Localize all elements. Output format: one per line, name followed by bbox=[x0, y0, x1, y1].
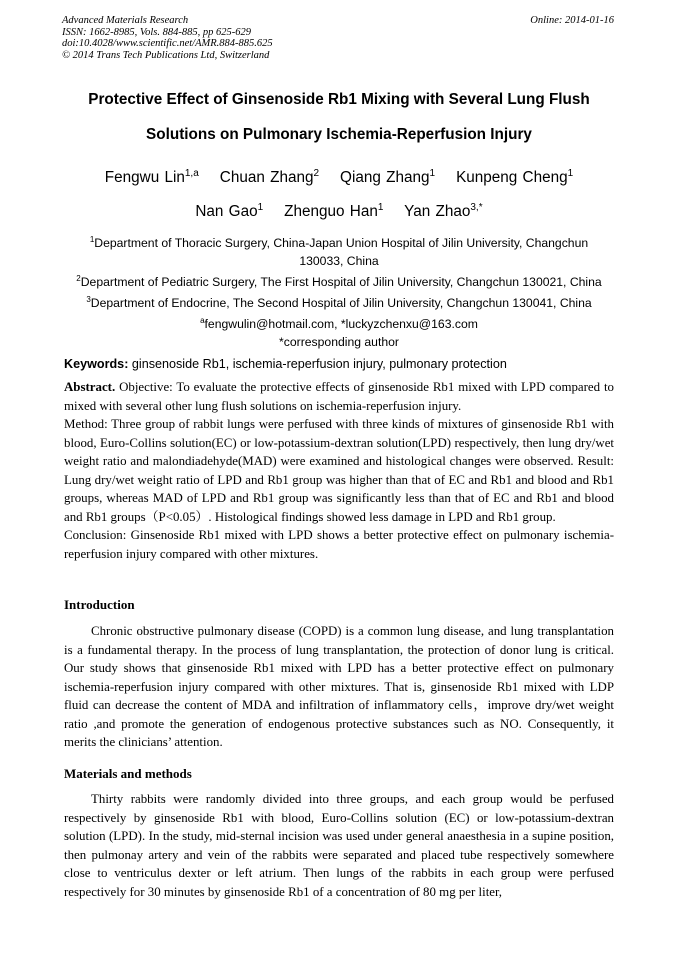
abstract-objective bbox=[64, 378, 614, 415]
keywords bbox=[64, 355, 614, 374]
methods-body bbox=[64, 790, 614, 901]
affiliation-sup: 2 bbox=[76, 274, 81, 284]
section-heading-introduction: Introduction bbox=[64, 597, 135, 612]
journal-name: Advanced Materials Research bbox=[62, 15, 189, 26]
abstract-objective-text: Objective: To evaluate the protective effects of ginsenoside Rb1 mixed with LPD compared to mixed with several other lung flush solutions on ischemia-reperfusion injury. bbox=[64, 380, 614, 413]
email-sup: a bbox=[200, 316, 205, 326]
affiliation-3 bbox=[50, 291, 628, 312]
author-affil-sup: 1 bbox=[567, 168, 574, 179]
paper-title-line1: Protective Effect of Ginsenoside Rb1 Mixing with Several Lung Flush bbox=[88, 91, 590, 108]
corresponding-note: *corresponding author bbox=[279, 335, 399, 350]
author-affil-sup: 1 bbox=[257, 202, 264, 213]
affiliation-2 bbox=[30, 270, 648, 291]
author-affil-sup: 2 bbox=[313, 168, 320, 179]
affiliation-text: Department of Thoracic Surgery, China-Japan Union Hospital of Jilin University, Changchun bbox=[94, 236, 589, 251]
copyright-line: © 2014 Trans Tech Publications Ltd, Switzerland bbox=[62, 49, 270, 61]
author-name: Fengwu Lin bbox=[104, 169, 185, 187]
author-name: Qiang Zhang bbox=[340, 169, 430, 187]
methods-paragraph: Thirty rabbits were randomly divided into three groups, and each group would be perfused respectively by ginsenoside Rb1 with blood, Euro-Collins solution (EC) or low-potassium-dextran solution (LPD). In the study, mid-sternal incision was used under general anaesthesia in a supine position, then pulmonay artery and vein of the rabbits were separated and placed tube respectively somewhere close to ventriculus dexter or left atrium. Then lungs of the rabbits in each group were perfused respectively for 30 minutes by ginsenoside Rb1 of a concentration of 80 mg per liter, bbox=[64, 792, 614, 899]
affiliations bbox=[50, 231, 628, 351]
keywords-label: Keywords: bbox=[64, 357, 129, 371]
author-name: Kunpeng Cheng bbox=[456, 169, 568, 187]
author-name: Zhenguo Han bbox=[284, 203, 378, 221]
email-line bbox=[50, 312, 628, 333]
author-line-2 bbox=[40, 202, 638, 221]
journal-header bbox=[62, 15, 273, 61]
keywords-text: ginsenoside Rb1, ischemia-reperfusion injury, pulmonary protection bbox=[128, 357, 507, 371]
author-name: Nan Gao bbox=[195, 203, 258, 221]
abstract-conclusion: Conclusion: Ginsenoside Rb1 mixed with LPD shows a better protective effect on pulmonary ischemia-reperfusion injury compared with other mixtures. bbox=[64, 528, 614, 561]
section-heading-methods: Materials and methods bbox=[64, 766, 192, 781]
author-affil-sup: 1 bbox=[377, 202, 384, 213]
introduction-body bbox=[64, 622, 614, 752]
issn-line: ISSN: 1662-8985, Vols. 884-885, pp 625-629 bbox=[62, 26, 251, 38]
affiliation-text: Department of Endocrine, The Second Hospital of Jilin University, Changchun 130041, China bbox=[90, 296, 592, 311]
affiliation-sup: 3 bbox=[86, 295, 91, 305]
online-date: Online: 2014-01-16 bbox=[530, 15, 614, 26]
author-affil-sup: 1 bbox=[429, 168, 436, 179]
author-name: Chuan Zhang bbox=[219, 169, 314, 187]
abstract bbox=[64, 378, 614, 563]
affiliation-sup: 1 bbox=[89, 235, 95, 244]
author-line-1 bbox=[40, 168, 638, 187]
introduction-paragraph: Chronic obstructive pulmonary disease (COPD) is a common lung disease, and lung transplantation is a fundamental therapy. In the process of lung transplantation, the protection of donor lung is critical. Our study shows that ginsenoside Rb1 mixed with LPD has a better protective effect on pulmonary ischemia-reperfusion injury compared with other mixtures. That is, ginsenoside Rb1 mixed with LDP fluid can decrease the content of MDA and infiltration of inflammatory cells，improve dry/wet weight ratio ,and promote the generation of endogenous protective substances such as NO. Consequently, it merits the clinicians’ attention. bbox=[64, 624, 614, 749]
abstract-label: Abstract. bbox=[64, 380, 116, 394]
author-name: Yan Zhao bbox=[404, 203, 471, 221]
affiliation-1-cont: 130033, China bbox=[299, 254, 379, 269]
email-text: fengwulin@hotmail.com, *luckyzchenxu@163.com bbox=[204, 317, 478, 332]
abstract-method: Method: Three group of rabbit lungs were perfused with three kinds of mixtures of ginsenoside Rb1 with blood, Euro-Collins solution(EC) or low-potassium-dextran solution(LPD) respectively, then lung dry/wet weight ratio and malondiadehyde(MAD) were examined and histological changes were observed. Result: Lung dry/wet weight ratio of LPD and Rb1 group was higher than that of EC and Rb1 and blood and Rb1 groups, whereas MAD of LPD and Rb1 group was significantly less than that of EC and Rb1 and blood and Rb1 groups（P<0.05）. Histological findings showed less damage in LPD and Rb1 group. bbox=[64, 417, 614, 524]
author-affil-sup: 1,a bbox=[184, 168, 199, 179]
paper-title-line2: Solutions on Pulmonary Ischemia-Reperfusion Injury bbox=[146, 126, 532, 143]
affiliation-1 bbox=[50, 231, 628, 252]
author-affil-sup: 3,* bbox=[470, 202, 483, 213]
doi-line: doi:10.4028/www.scientific.net/AMR.884-885.625 bbox=[62, 38, 273, 49]
affiliation-text: Department of Pediatric Surgery, The First Hospital of Jilin University, Changchun 130021, China bbox=[80, 275, 602, 290]
